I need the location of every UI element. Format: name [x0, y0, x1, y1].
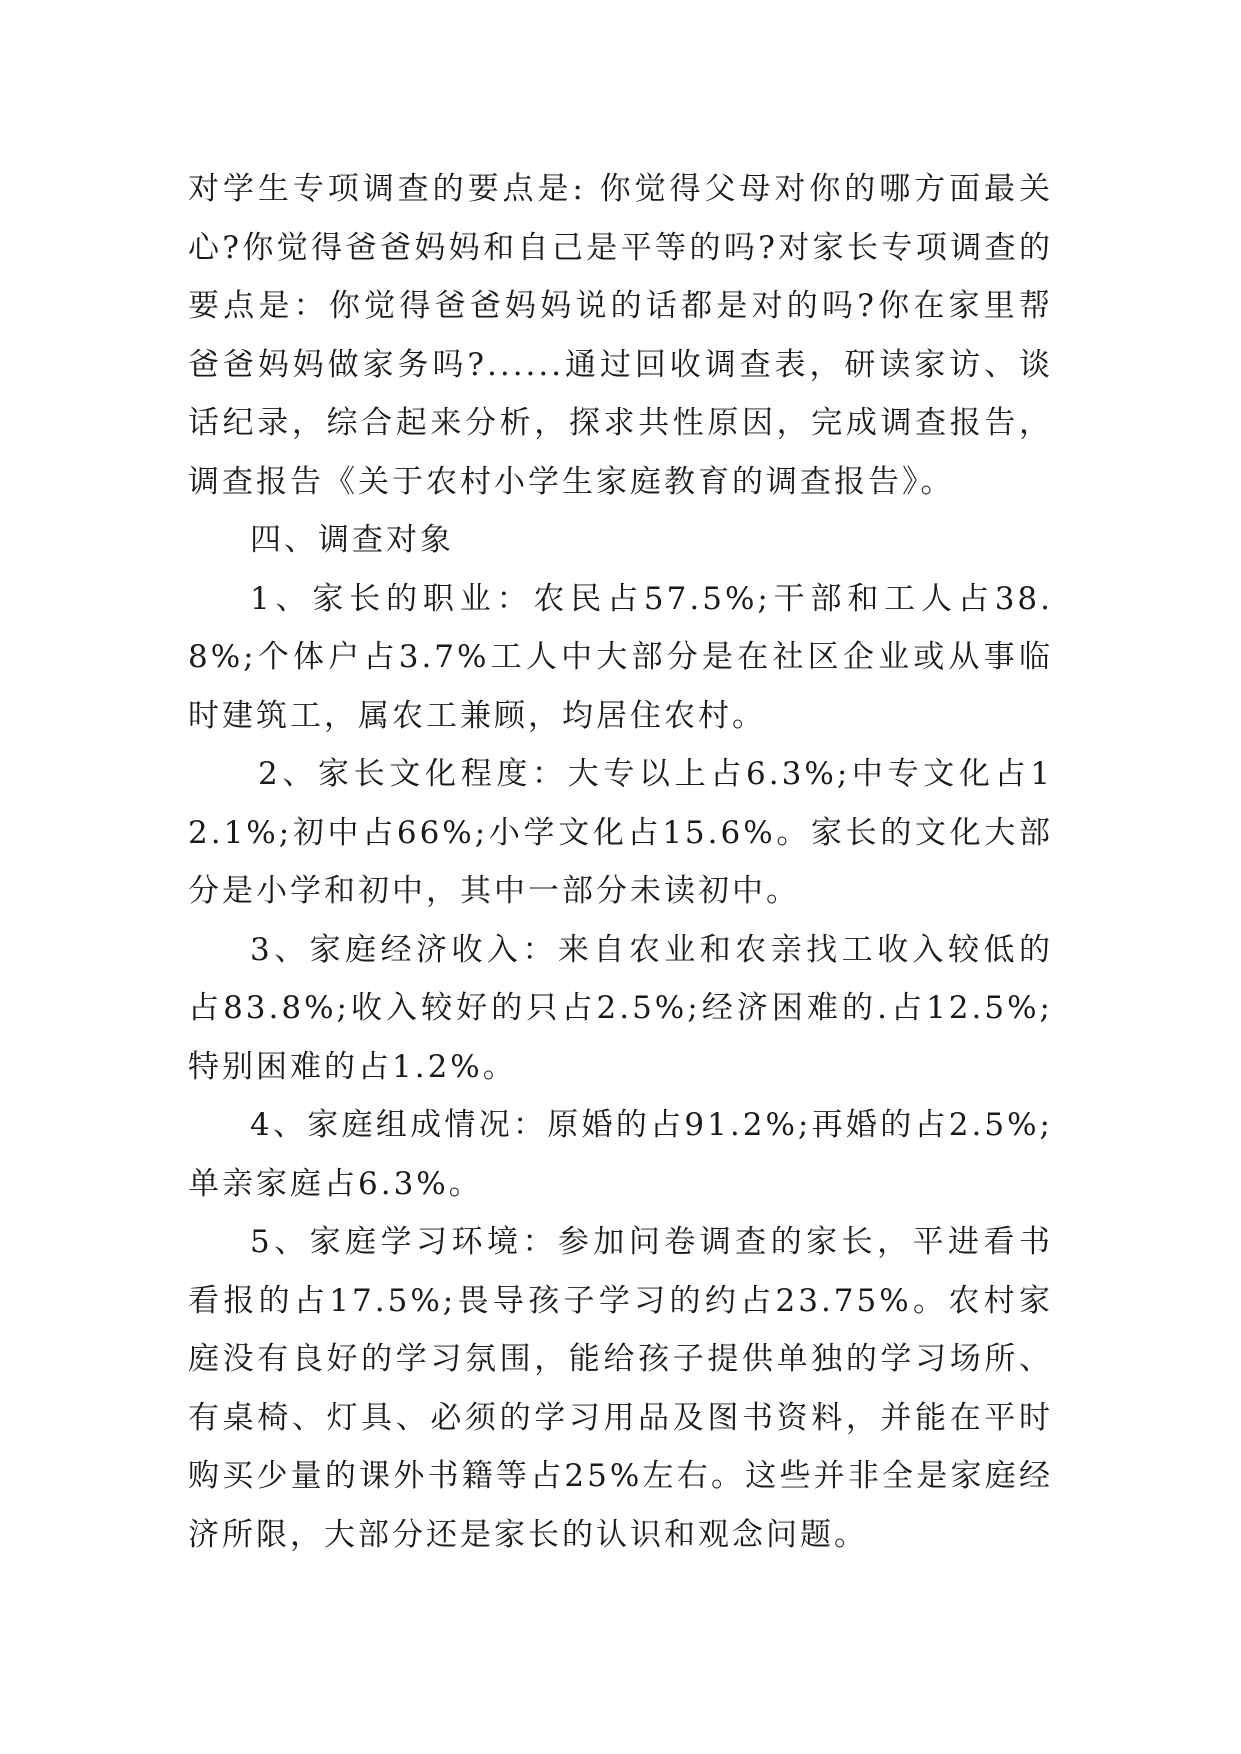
paragraph-parent-education: 2、家长文化程度：大专以上占6.3%;中专文化占12.1%;初中占66%;小学文化占15.6%。家长的文化大部分是小学和初中，其中一部分未读初中。 — [188, 756, 1053, 909]
document-body — [188, 160, 1053, 1564]
paragraph-family-composition: 4、家庭组成情况：原婚的占91.2%;再婚的占2.5%;单亲家庭占6.3%。 — [188, 1107, 1053, 1202]
paragraph-survey-points: 对学生专项调查的要点是: 你觉得父母对你的哪方面最关心?你觉得爸爸妈妈和自己是平等的吗?对家长专项调查的要点是：你觉得爸爸妈妈说的话都是对的吗?你在家里帮爸爸妈妈做家务吗?......通过回收调查表，研读家访、谈话纪录，综合起来分析，探求共性原因，完成调查报告，调查报告《关于农村小学生家庭教育的调查报告》。 — [188, 171, 1053, 500]
section-heading-survey-subjects: 四、调查对象 — [250, 522, 454, 558]
paragraph-parent-occupation: 1、家长的职业：农民占57.5%;干部和工人占38.8%;个体户占3.7%工人中大部分是在社区企业或从事临时建筑工，属农工兼顾，均居住农村。 — [188, 580, 1053, 734]
paragraph-family-income: 3、家庭经济收入：来自农业和农亲找工收入较低的占83.8%;收入较好的只占2.5%;经济困难的.占12.5%;特别困难的占1.2%。 — [188, 931, 1053, 1085]
paragraph-learning-environment: 5、家庭学习环境：参加问卷调查的家长，平进看书看报的占17.5%;畏导孩子学习的约占23.75%。农村家庭没有良好的学习氛围，能给孩子提供单独的学习场所、有桌椅、灯具、必须的学习用品及图书资料，并能在平时购买少量的课外书籍等占25%左右。这些并非全是家庭经济所限，大部分还是家长的认识和观念问题。 — [188, 1224, 1053, 1553]
